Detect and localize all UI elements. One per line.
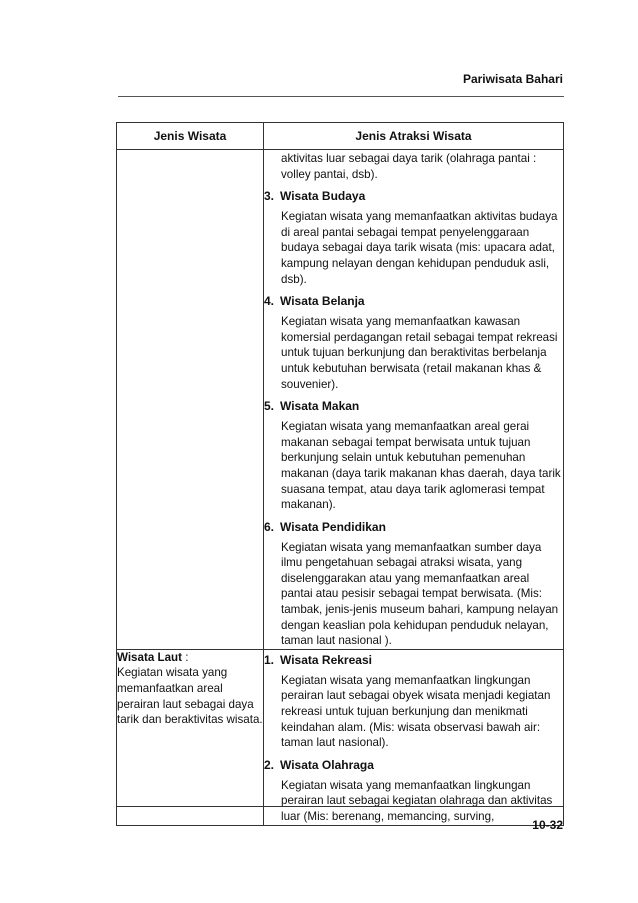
table-row [117, 649, 564, 825]
category-description: Kegiatan wisata yang memanfaatkan areal perairan laut sebagai daya tarik dan beraktivitas wisata. [117, 666, 263, 727]
header-divider [118, 96, 564, 97]
list-item-desc: Kegiatan wisata yang memanfaatkan aktivitas budaya di areal pantai sebagai tempat penyelenggaraan budaya sebagai daya tarik wisata (mis: upacara adat, kampung nelayan dengan kehidupan penduduk asli, dsb). [281, 210, 558, 286]
list-item-title: 6. Wisata Pendidikan [264, 519, 386, 534]
list-item-desc: Kegiatan wisata yang memanfaatkan sumber daya ilmu pengetahuan sebagai atraksi wisata, yang diselenggarakan atau yang memanfaatkan areal pantai atau pesisir sebagai tempat berwisata. (Mis: tambak, jenis-jenis museum bahari, kampung nelayan dengan keaslian pola kehidupan penduduk nelayan, taman laut nasional ). [281, 540, 559, 648]
list-item-title: 4. Wisata Belanja [264, 294, 365, 309]
table-header-row [117, 123, 564, 150]
list-item-title: 3. Wisata Budaya [264, 189, 366, 204]
list-item-desc: Kegiatan wisata yang memanfaatkan kawasan komersial perdagangan retail sebagai tempat rekreasi untuk tujuan berkunjung dan beraktivitas berbelanja untuk kebutuhan berwisata (retail makanan khas & souvenier). [281, 315, 558, 391]
list-item-desc: Kegiatan wisata yang memanfaatkan areal gerai makanan sebagai tempat berwisata untuk tujuan berkunjung selain untuk kebutuhan pemenuhan makanan (daya tarik makanan khas daerah, daya tarik suasana tempat, atau daya tarik aglomerasi tempat makanan). [281, 420, 561, 512]
wisata-laut-cell [117, 649, 264, 825]
list-item-desc: Kegiatan wisata yang memanfaatkan lingkungan perairan laut sebagai kegiatan olahraga dan aktivitas luar (Mis: berenang, memancing, surving, [281, 778, 553, 823]
attraction-cell [264, 150, 564, 650]
list-item-title: 1. Wisata Rekreasi [264, 652, 372, 667]
list-item-title: 2. Wisata Olahraga [264, 757, 374, 772]
attraction-table [116, 122, 564, 826]
column-header-jenis-wisata: Jenis Wisata [117, 123, 264, 150]
page-number: 10-32 [532, 818, 563, 832]
list-item-desc: Kegiatan wisata yang memanfaatkan lingkungan perairan laut sebagai obyek wisata menjadi kegiatan rekreasi untuk tujuan berkunjung dan menikmati keindahan alam. (Mis: wisata observasi bawah air: taman laut nasional). [281, 673, 551, 750]
footer-divider [116, 806, 564, 807]
continuation-text: aktivitas luar sebagai daya tarik (olahraga pantai : volley pantai, dsb). [281, 152, 537, 181]
list-item-title: 5. Wisata Makan [264, 399, 360, 414]
category-separator: : [181, 650, 189, 664]
empty-left-cell [117, 150, 264, 650]
attraction-cell [264, 649, 564, 825]
running-header: Pariwisata Bahari [462, 72, 563, 86]
category-title: Wisata Laut [117, 650, 182, 664]
column-header-jenis-atraksi: Jenis Atraksi Wisata [264, 123, 564, 150]
table-row [117, 150, 564, 650]
